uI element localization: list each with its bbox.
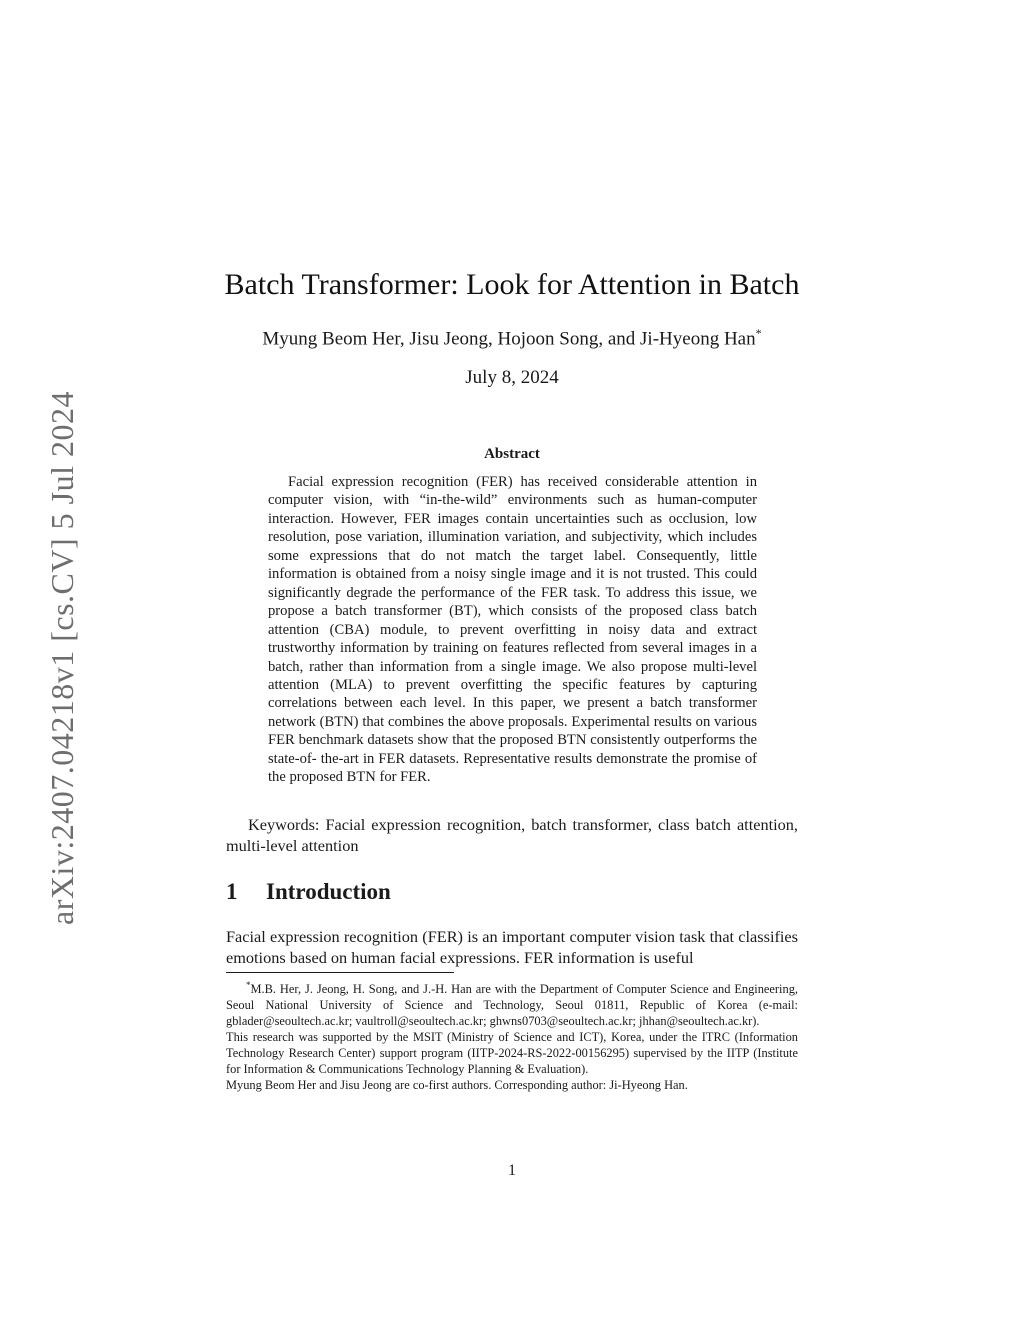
abstract-text: Facial expression recognition (FER) has received considerable attention in computer vision, with “in-the-wild” environments such as human-computer interaction. However, FER images contain uncertainties such as occlusion, low resolution, pose variation, illumination variation, and subjectivity, which includes some expressions that do not match the target label. Consequently, little information is obtained from a noisy single image and it is not trusted. This could significantly degrade the performance of the FER task. To address this issue, we propose a batch transformer (BT), which consists of the proposed class batch attention (CBA) module, to prevent overfitting in noisy data and extract trustworthy information by training on features reflected from several images in a batch, rather than information from a single image. We also propose multi-level attention (MLA) to prevent overfitting the specific features by capturing correlations between each level. In this paper, we present a batch transformer network (BTN) that combines the above proposals. Experimental results on various FER benchmark datasets show that the proposed BTN consistently outperforms the state-of- the-art in FER datasets. Representative results demonstrate the promise of the proposed BTN for FER. bbox=[268, 474, 757, 786]
footnote-mark: * bbox=[246, 980, 251, 990]
abstract-heading: Abstract bbox=[484, 446, 540, 462]
footnote-funding: This research was supported by the MSIT (Ministry of Science and ICT), Korea, under the ITRC (Information Technology Research Center) support program (IITP-2024-RS-2022-00156295) supervised by the IITP (Institute for Information & Communications Technology Planning & Evaluation). bbox=[226, 1029, 798, 1076]
arxiv-identifier[interactable]: arXiv:2407.04218v1 [cs.CV] 5 Jul 2024 bbox=[44, 390, 80, 925]
author-footnote-mark[interactable]: * bbox=[755, 326, 762, 340]
section-title: Introduction bbox=[266, 879, 391, 904]
page-number: 1 bbox=[508, 1162, 516, 1179]
footnote-affiliation-text: M.B. Her, J. Jeong, H. Song, and J.-H. Han are with the Department of Computer Science and Engineering, Seoul National University of Science and Technology, Seoul 01811, Republic of Korea (e-mail: gblader@seoultech.ac.kr; vaultroll@seoultech.ac.kr; ghwns0703@seoultech.ac.kr; jhhan@seoultech.ac.kr). bbox=[226, 982, 798, 1028]
section-number: 1 bbox=[226, 879, 238, 904]
author-list bbox=[0, 326, 1024, 350]
footnote-divider bbox=[226, 972, 454, 973]
keywords: Keywords: Facial expression recognition, batch transformer, class batch attention, multi-level attention bbox=[226, 815, 798, 855]
footnote-affiliation bbox=[226, 978, 798, 1030]
section-heading-introduction bbox=[226, 879, 391, 905]
footnotes bbox=[226, 978, 798, 1093]
paper-date: July 8, 2024 bbox=[465, 367, 559, 388]
introduction-text: Facial expression recognition (FER) is an important computer vision task that classifies emotions based on human facial expressions. FER information is useful bbox=[226, 927, 798, 967]
paper-title: Batch Transformer: Look for Attention in Batch bbox=[224, 268, 800, 301]
footnote-coauthors: Myung Beom Her and Jisu Jeong are co-first authors. Corresponding author: Ji-Hyeong Han. bbox=[226, 1077, 688, 1092]
author-names: Myung Beom Her, Jisu Jeong, Hojoon Song, and Ji-Hyeong Han bbox=[262, 328, 756, 350]
